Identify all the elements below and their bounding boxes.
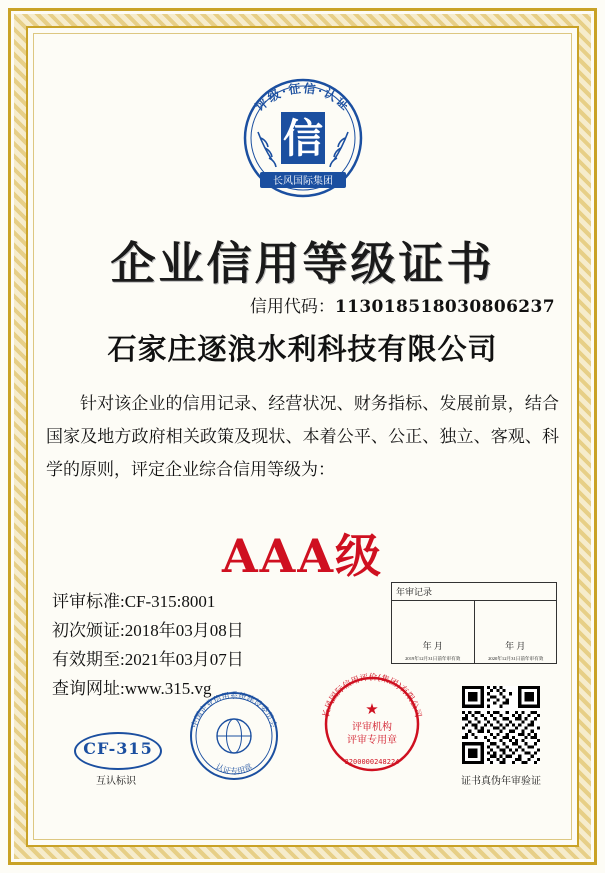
annual-review-cell-1 bbox=[392, 601, 475, 663]
svg-text:中国企业信用系统建设委员会 bbox=[189, 690, 279, 729]
detail-standard: 评审标准:CF-315:8001 bbox=[52, 592, 216, 611]
red-seal-star: ★ bbox=[365, 700, 379, 718]
red-seal-arc-top: 长风国际信用评价(集团)有限公司 bbox=[321, 672, 423, 719]
emblem-arc-top: 评级·征信·认证 bbox=[252, 81, 353, 115]
svg-text:认证专用章 bbox=[214, 761, 254, 776]
red-review-seal bbox=[320, 672, 424, 781]
credit-code bbox=[250, 292, 555, 317]
blue-seal-arc-bottom: 认证专用章 bbox=[214, 762, 254, 776]
red-seal-number: 3200000248224 bbox=[344, 758, 400, 766]
red-seal-inner-line2: 评审专用章 bbox=[347, 735, 397, 746]
red-seal-inner-line1: 评审机构 bbox=[352, 722, 392, 733]
detail-website: 查询网址:www.315.vg bbox=[52, 679, 212, 698]
annual-review-cell-1-date: 年 月 bbox=[422, 641, 443, 651]
credit-code-label: 信用代码： bbox=[249, 297, 335, 316]
blue-seal-graphic bbox=[188, 690, 280, 782]
annual-review-box bbox=[391, 582, 557, 664]
certificate-content bbox=[42, 42, 563, 831]
qr-code-image[interactable] bbox=[462, 686, 540, 764]
annual-review-cell-2 bbox=[475, 601, 557, 663]
emblem-graphic bbox=[228, 60, 378, 210]
svg-text:评级·征信·认证 bbox=[252, 80, 354, 114]
red-seal-graphic bbox=[320, 672, 424, 776]
certificate-details bbox=[52, 587, 244, 703]
credit-code-value: 113018518030806237 bbox=[334, 297, 555, 317]
cf315-mark-caption: 互认标识 bbox=[96, 776, 136, 787]
company-name: 石家庄逐浪水利科技有限公司 bbox=[107, 332, 498, 366]
annual-review-title: 年审记录 bbox=[392, 583, 556, 601]
emblem-banner-text: 长风国际集团 bbox=[272, 176, 333, 187]
annual-review-cell-2-date: 年 月 bbox=[505, 641, 526, 651]
cf315-mark-text: CF-315 bbox=[74, 732, 162, 770]
annual-review-cell-1-note: 2019年12月31日前年审有效 bbox=[405, 657, 461, 662]
page-title: 企业信用等级证书 bbox=[110, 237, 495, 290]
blue-certification-seal bbox=[188, 690, 280, 787]
detail-valid-until: 有效期至:2021年03月07日 bbox=[52, 650, 244, 669]
annual-review-cells bbox=[392, 601, 556, 663]
detail-issue-date: 初次颁证:2018年03月08日 bbox=[52, 621, 244, 640]
cf315-mark bbox=[74, 732, 158, 787]
certificate-body-text: 针对该企业的信用记录、经营状况、财务指标、发展前景，结合国家及地方政府相关政策及现状、本着公平、公正、独立、客观、科学的原则，评定企业综合信用等级为： bbox=[46, 394, 559, 479]
emblem-center-char: 信 bbox=[282, 115, 323, 162]
blue-seal-arc-top: 中国企业信用系统建设委员会 bbox=[189, 691, 279, 730]
annual-review-cell-2-note: 2020年12月31日前年审有效 bbox=[487, 657, 543, 662]
verification-qr[interactable] bbox=[461, 686, 541, 787]
organization-emblem bbox=[228, 60, 378, 210]
credit-grade: AAA级 bbox=[221, 529, 384, 583]
qr-caption: 证书真伪年审验证 bbox=[461, 776, 541, 787]
